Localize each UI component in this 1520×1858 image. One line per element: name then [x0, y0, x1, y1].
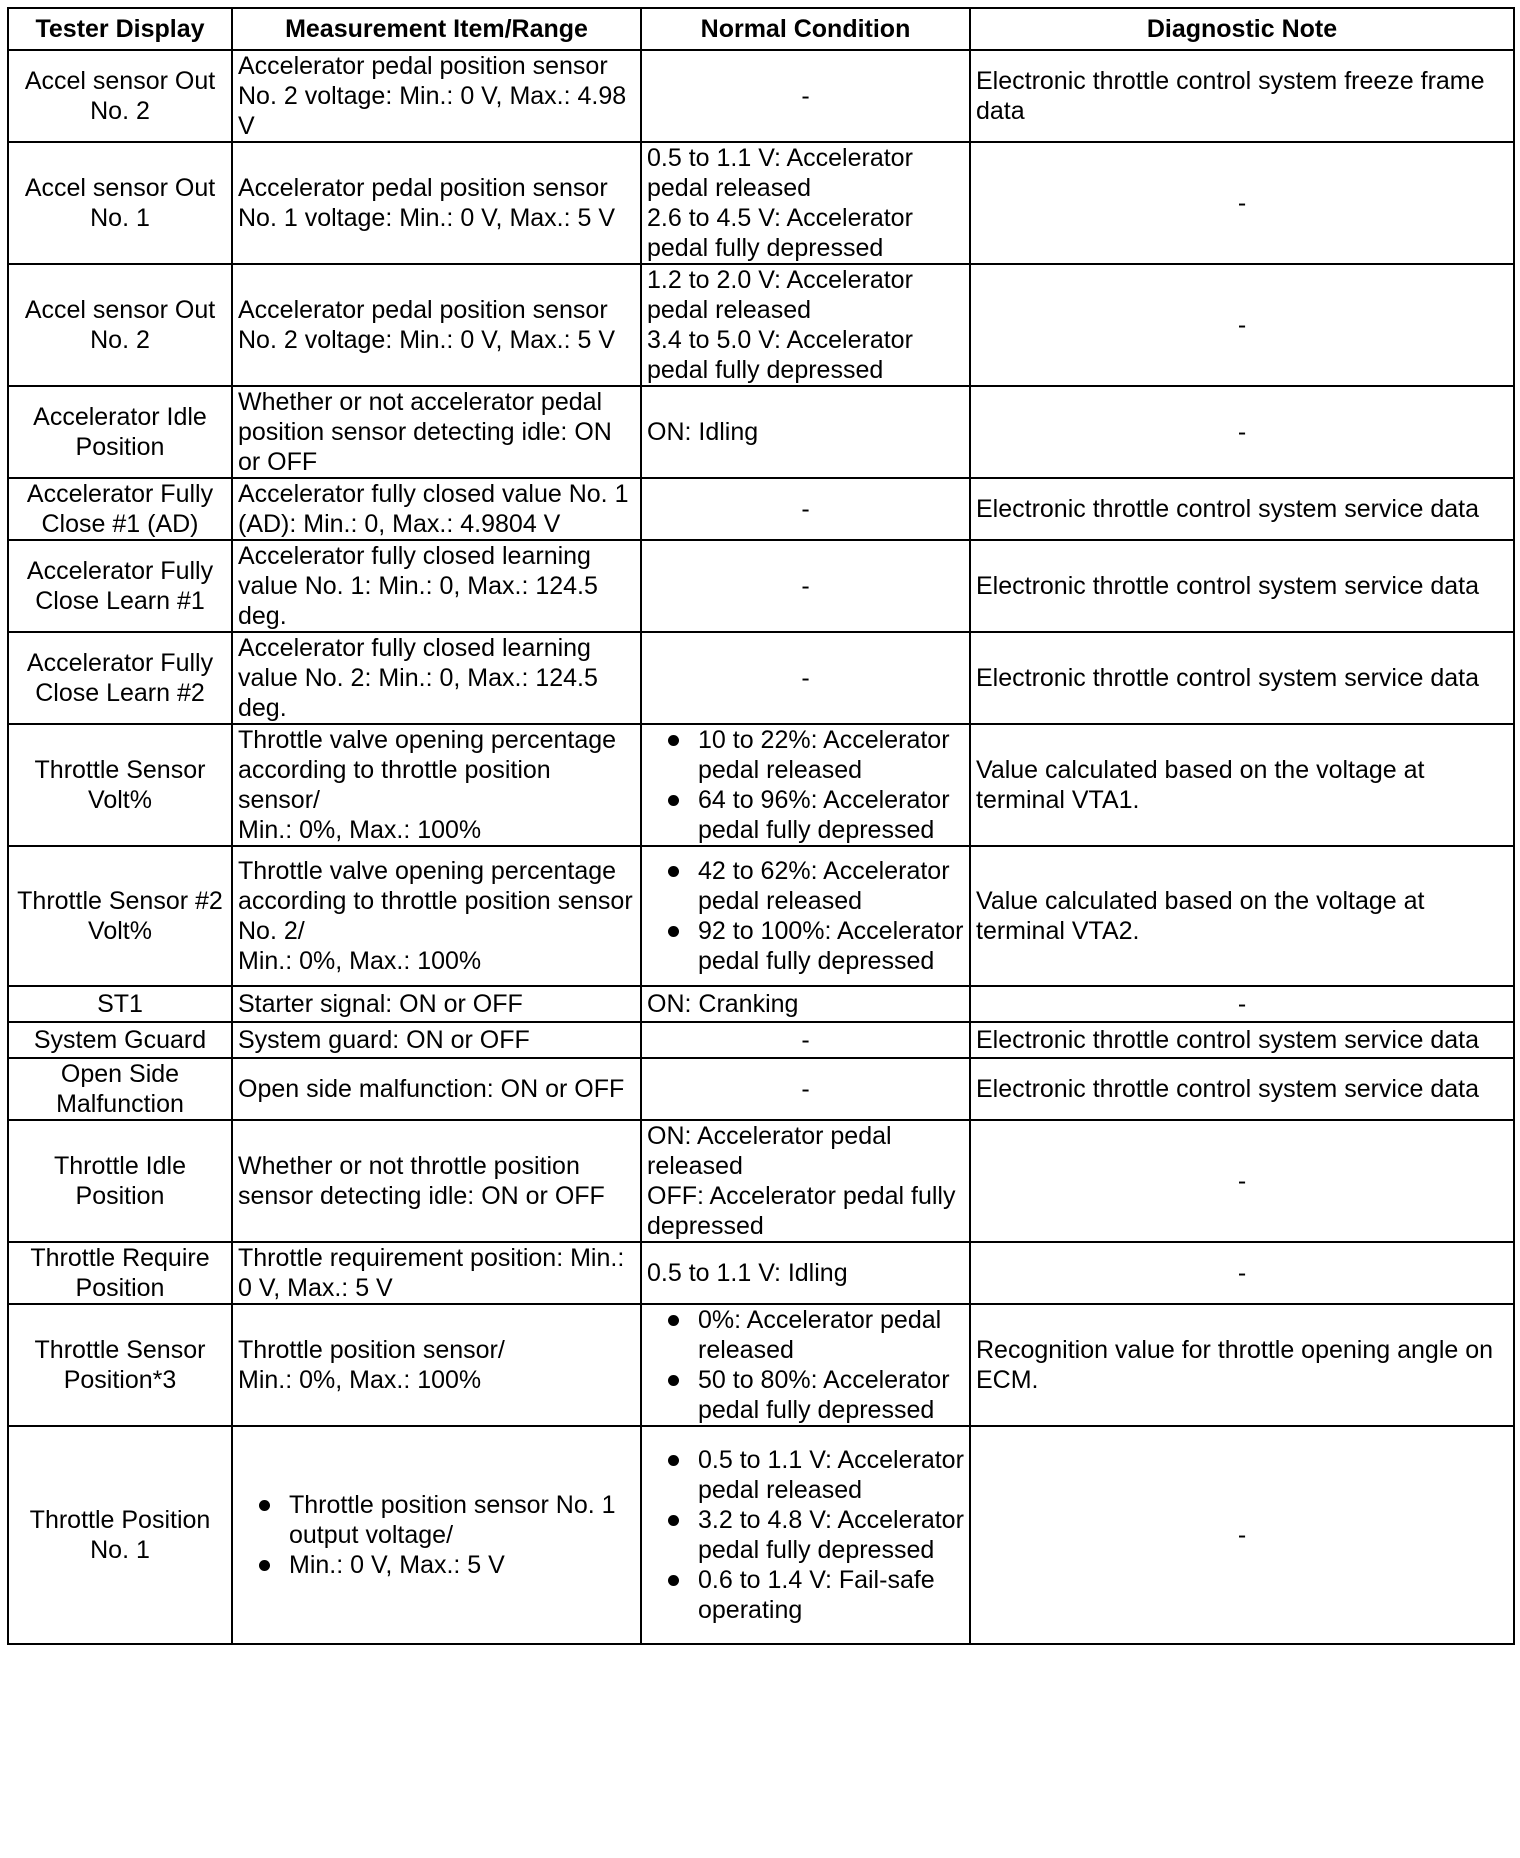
measurement-item-cell: Accelerator fully closed value No. 1 (AD): Min.: 0, Max.: 4.9804 V: [232, 478, 641, 540]
data-list-table: [7, 7, 1515, 1645]
table-row: [8, 1242, 1514, 1304]
normal-condition-cell: -: [641, 1022, 970, 1058]
table-row: [8, 50, 1514, 142]
normal-condition-line: 3.4 to 5.0 V: Accelerator pedal fully depressed: [647, 326, 913, 384]
diagnostic-note-cell: -: [970, 386, 1514, 478]
tester-display-cell: Open Side Malfunction: [8, 1058, 232, 1120]
table-body: [8, 50, 1514, 1644]
diagnostic-note-cell: Electronic throttle control system service data: [970, 1058, 1514, 1120]
measurement-item-line: Min.: 0%, Max.: 100%: [238, 947, 482, 975]
measurement-item-line: Min.: 0%, Max.: 100%: [238, 1366, 482, 1394]
diagnostic-note-cell: Electronic throttle control system service data: [970, 540, 1514, 632]
diagnostic-note-cell: Value calculated based on the voltage at terminal VTA2.: [970, 846, 1514, 986]
table-row: [8, 986, 1514, 1022]
measurement-item-bullet-item: Min.: 0 V, Max.: 5 V: [238, 1550, 635, 1580]
normal-condition-bullet-item: 42 to 62%: Accelerator pedal released: [647, 856, 964, 916]
measurement-item-cell: Accelerator fully closed learning value No. 1: Min.: 0, Max.: 124.5 deg.: [232, 540, 641, 632]
normal-condition-bullet-item: 0%: Accelerator pedal released: [647, 1305, 964, 1365]
measurement-item-cell: Accelerator pedal position sensor No. 2 voltage: Min.: 0 V, Max.: 5 V: [232, 264, 641, 386]
normal-condition-cell: ON: Idling: [641, 386, 970, 478]
measurement-item-cell: [232, 1304, 641, 1426]
measurement-item-cell: [232, 846, 641, 986]
header-normal-condition: Normal Condition: [641, 8, 970, 50]
tester-display-cell: Throttle Require Position: [8, 1242, 232, 1304]
diagnostic-note-cell: Electronic throttle control system service data: [970, 478, 1514, 540]
measurement-item-bullet-list: [238, 1490, 635, 1580]
tester-display-cell: ST1: [8, 986, 232, 1022]
measurement-item-cell: System guard: ON or OFF: [232, 1022, 641, 1058]
table-row: [8, 386, 1514, 478]
measurement-item-cell: Accelerator pedal position sensor No. 2 voltage: Min.: 0 V, Max.: 4.98 V: [232, 50, 641, 142]
normal-condition-cell: [641, 1120, 970, 1242]
normal-condition-cell: [641, 264, 970, 386]
normal-condition-cell: [641, 724, 970, 846]
header-diagnostic-note: Diagnostic Note: [970, 8, 1514, 50]
tester-display-cell: Throttle Idle Position: [8, 1120, 232, 1242]
table-row: [8, 142, 1514, 264]
header-tester-display: Tester Display: [8, 8, 232, 50]
normal-condition-cell: [641, 846, 970, 986]
normal-condition-cell: [641, 1304, 970, 1426]
diagnostic-note-cell: -: [970, 1426, 1514, 1644]
normal-condition-line: 0.5 to 1.1 V: Accelerator pedal released: [647, 144, 913, 202]
diagnostic-note-cell: Electronic throttle control system freeze frame data: [970, 50, 1514, 142]
normal-condition-bullet-item: 10 to 22%: Accelerator pedal released: [647, 725, 964, 785]
table-row: [8, 264, 1514, 386]
measurement-item-cell: Starter signal: ON or OFF: [232, 986, 641, 1022]
normal-condition-line: OFF: Accelerator pedal fully depressed: [647, 1182, 956, 1240]
tester-display-cell: Accelerator Fully Close Learn #1: [8, 540, 232, 632]
measurement-item-cell: Whether or not accelerator pedal position sensor detecting idle: ON or OFF: [232, 386, 641, 478]
normal-condition-cell: -: [641, 50, 970, 142]
normal-condition-cell: ON: Cranking: [641, 986, 970, 1022]
diagnostic-note-cell: -: [970, 142, 1514, 264]
tester-display-cell: System Gcuard: [8, 1022, 232, 1058]
normal-condition-cell: -: [641, 540, 970, 632]
normal-condition-bullet-item: 0.6 to 1.4 V: Fail-safe operating: [647, 1565, 964, 1625]
measurement-item-cell: Throttle requirement position: Min.: 0 V, Max.: 5 V: [232, 1242, 641, 1304]
normal-condition-bullet-list: [647, 725, 964, 845]
header-measurement-item: Measurement Item/Range: [232, 8, 641, 50]
diagnostic-note-cell: -: [970, 264, 1514, 386]
normal-condition-line: 1.2 to 2.0 V: Accelerator pedal released: [647, 266, 913, 324]
normal-condition-bullet-item: 50 to 80%: Accelerator pedal fully depressed: [647, 1365, 964, 1425]
tester-display-cell: Accel sensor Out No. 2: [8, 264, 232, 386]
tester-display-cell: Accel sensor Out No. 1: [8, 142, 232, 264]
header-row: [8, 8, 1514, 50]
tester-display-cell: Accelerator Fully Close Learn #2: [8, 632, 232, 724]
measurement-item-line: Throttle valve opening percentage according to throttle position sensor No. 2/: [238, 857, 633, 945]
table-row: [8, 540, 1514, 632]
normal-condition-cell: 0.5 to 1.1 V: Idling: [641, 1242, 970, 1304]
measurement-item-cell: Accelerator fully closed learning value No. 2: Min.: 0, Max.: 124.5 deg.: [232, 632, 641, 724]
table-row: [8, 1058, 1514, 1120]
normal-condition-bullet-list: [647, 1445, 964, 1625]
tester-display-cell: Throttle Sensor Volt%: [8, 724, 232, 846]
normal-condition-bullet-item: 92 to 100%: Accelerator pedal fully depressed: [647, 916, 964, 976]
normal-condition-bullet-item: 3.2 to 4.8 V: Accelerator pedal fully depressed: [647, 1505, 964, 1565]
measurement-item-cell: [232, 1426, 641, 1644]
measurement-item-cell: Open side malfunction: ON or OFF: [232, 1058, 641, 1120]
measurement-item-line: Throttle valve opening percentage according to throttle position sensor/: [238, 726, 617, 814]
normal-condition-cell: [641, 142, 970, 264]
normal-condition-cell: -: [641, 632, 970, 724]
diagnostic-note-cell: Value calculated based on the voltage at terminal VTA1.: [970, 724, 1514, 846]
measurement-item-line: Throttle position sensor/: [238, 1336, 505, 1364]
table-row: [8, 1304, 1514, 1426]
tester-display-cell: Throttle Sensor Position*3: [8, 1304, 232, 1426]
normal-condition-bullet-item: 0.5 to 1.1 V: Accelerator pedal released: [647, 1445, 964, 1505]
normal-condition-bullet-list: [647, 856, 964, 976]
measurement-item-cell: [232, 724, 641, 846]
measurement-item-cell: Whether or not throttle position sensor detecting idle: ON or OFF: [232, 1120, 641, 1242]
diagnostic-note-cell: -: [970, 986, 1514, 1022]
table-row: [8, 1120, 1514, 1242]
normal-condition-cell: -: [641, 478, 970, 540]
normal-condition-line: 2.6 to 4.5 V: Accelerator pedal fully depressed: [647, 204, 913, 262]
normal-condition-bullet-list: [647, 1305, 964, 1425]
normal-condition-bullet-item: 64 to 96%: Accelerator pedal fully depressed: [647, 785, 964, 845]
tester-display-cell: Accel sensor Out No. 2: [8, 50, 232, 142]
normal-condition-cell: [641, 1426, 970, 1644]
tester-display-cell: Throttle Sensor #2 Volt%: [8, 846, 232, 986]
measurement-item-cell: Accelerator pedal position sensor No. 1 voltage: Min.: 0 V, Max.: 5 V: [232, 142, 641, 264]
measurement-item-line: Min.: 0%, Max.: 100%: [238, 816, 482, 844]
tester-display-cell: Throttle Position No. 1: [8, 1426, 232, 1644]
diagnostic-note-cell: -: [970, 1120, 1514, 1242]
normal-condition-cell: -: [641, 1058, 970, 1120]
table-row: [8, 1426, 1514, 1644]
tester-display-cell: Accelerator Idle Position: [8, 386, 232, 478]
table-row: [8, 724, 1514, 846]
diagnostic-note-cell: Recognition value for throttle opening angle on ECM.: [970, 1304, 1514, 1426]
measurement-item-bullet-item: Throttle position sensor No. 1 output voltage/: [238, 1490, 635, 1550]
table-row: [8, 846, 1514, 986]
table-row: [8, 1022, 1514, 1058]
diagnostic-note-cell: Electronic throttle control system service data: [970, 1022, 1514, 1058]
table-row: [8, 478, 1514, 540]
diagnostic-note-cell: -: [970, 1242, 1514, 1304]
table-row: [8, 632, 1514, 724]
diagnostic-note-cell: Electronic throttle control system service data: [970, 632, 1514, 724]
tester-display-cell: Accelerator Fully Close #1 (AD): [8, 478, 232, 540]
normal-condition-line: ON: Accelerator pedal released: [647, 1122, 892, 1180]
